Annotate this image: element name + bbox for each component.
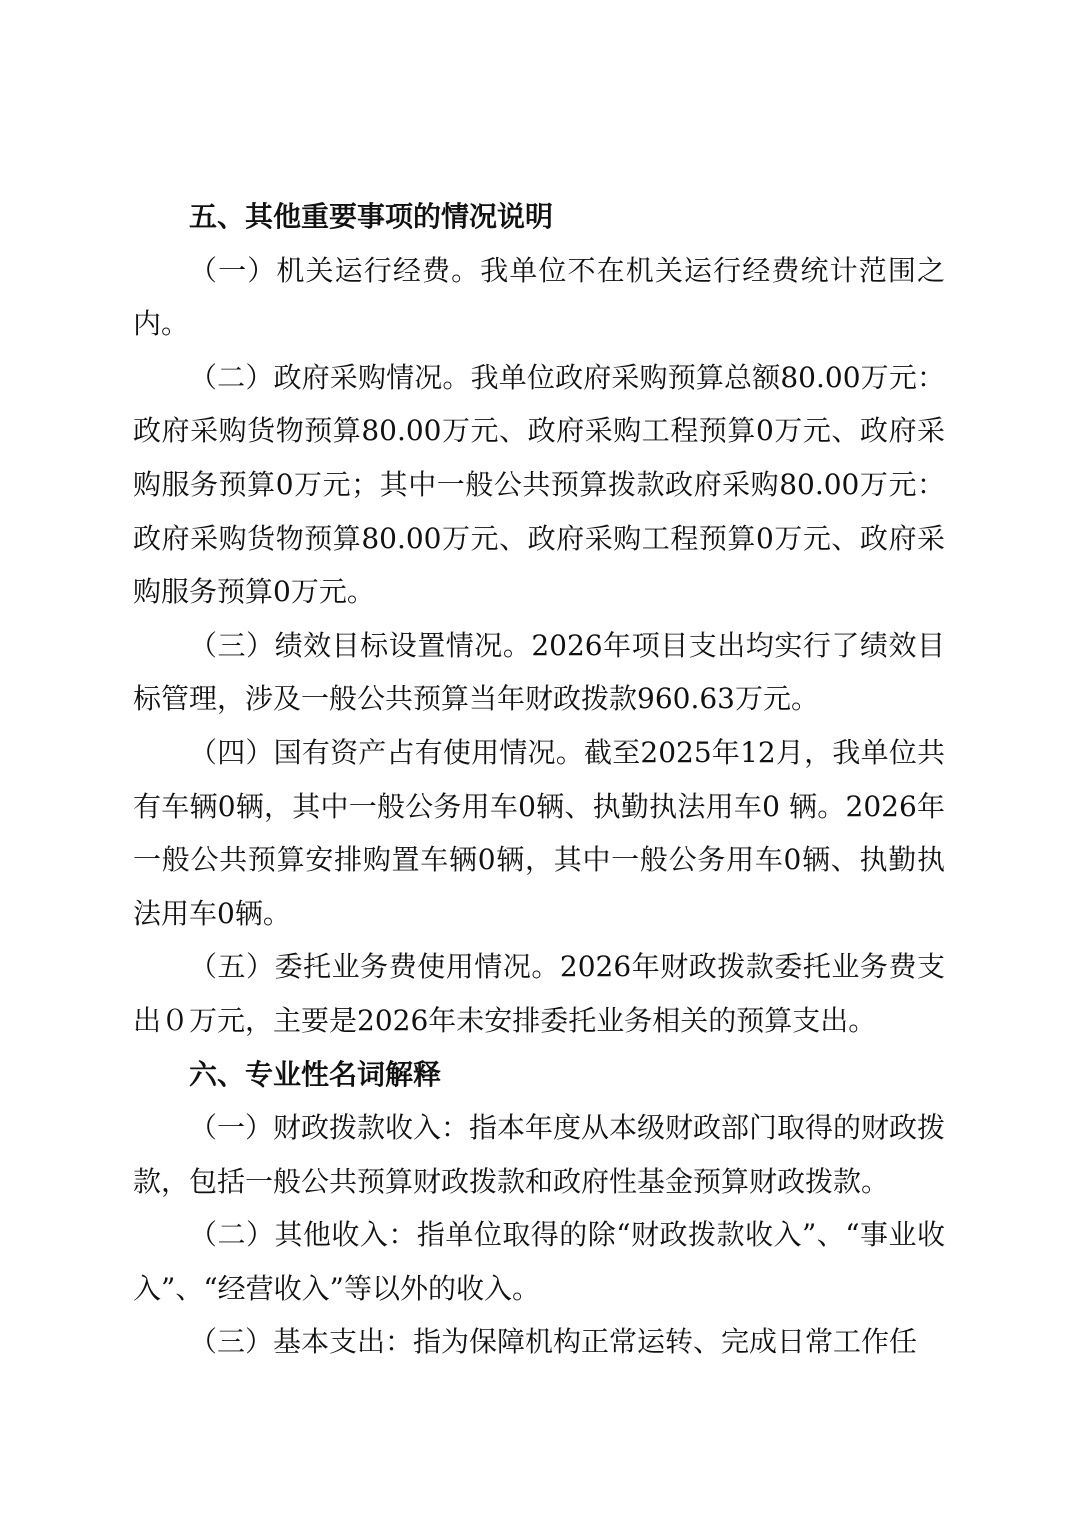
paragraph-basic-expenditure: （三）基本支出：指为保障机构正常运转、完成日常工作任 (189, 1325, 918, 1359)
paragraph-state-assets: （四）国有资产占有使用情况。截至2025年12月，我单位共有车辆0辆，其中一般公务用车0辆、执勤执法用车0 辆。2026年一般公共预算安排购置车辆0辆，其中一般公务用车0辆、执勤执法用车0辆。 (133, 735, 945, 930)
section-heading-terminology: 六、专业性名词解释 (189, 1057, 442, 1091)
paragraph-government-procurement: （二）政府采购情况。我单位政府采购预算总额80.00万元：政府采购货物预算80.00万元、政府采购工程预算0万元、政府采购服务预算0万元；其中一般公共预算拨款政府采购80.00万元：政府采购货物预算80.00万元、政府采购工程预算0万元、政府采购服务预算0万元。 (133, 360, 945, 609)
section-heading-other-matters: 五、其他重要事项的情况说明 (189, 200, 554, 233)
paragraph-other-income: （二）其他收入：指单位取得的除“财政拨款收入”、“事业收入”、“经营收入”等以外的收入。 (133, 1218, 945, 1305)
document-body (133, 190, 945, 1369)
paragraph-fiscal-appropriation-income: （一）财政拨款收入：指本年度从本级财政部门取得的财政拨款，包括一般公共预算财政拨款和政府性基金预算财政拨款。 (133, 1111, 946, 1198)
paragraph-operating-expenses: （一）机关运行经费。我单位不在机关运行经费统计范围之内。 (133, 253, 945, 341)
paragraph-commissioned-business-fees: （五）委托业务费使用情况。2026年财政拨款委托业务费支出０万元，主要是2026年未安排委托业务相关的预算支出。 (133, 950, 945, 1037)
paragraph-performance-targets: （三）绩效目标设置情况。2026年项目支出均实行了绩效目标管理，涉及一般公共预算当年财政拨款960.63万元。 (133, 628, 945, 716)
